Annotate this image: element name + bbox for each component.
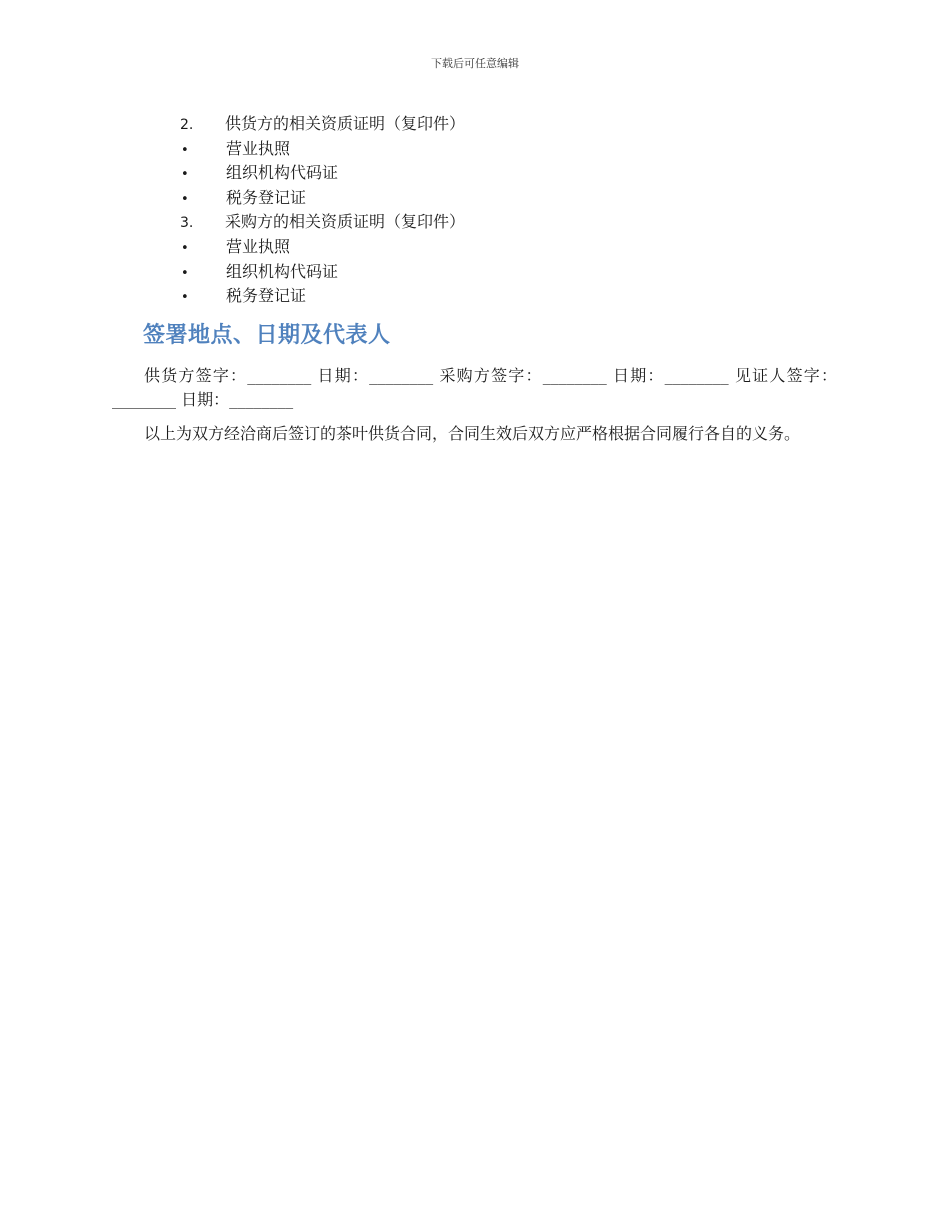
list-item-text: 供货方的相关资质证明（复印件） (225, 114, 466, 133)
list-item (180, 284, 465, 309)
bullet-icon: • (181, 240, 189, 256)
list-number: 3. (180, 215, 194, 232)
list-item (180, 137, 465, 162)
signature-paragraph: 供货方签字：________ 日期：________ 采购方签字：________ 日期：________ 见证人签字：________ 日期：________ (112, 366, 837, 409)
list-number: 2. (180, 117, 194, 133)
list-item (180, 210, 465, 235)
list-item-text: 税务登记证 (226, 187, 307, 207)
list-item-text: 税务登记证 (226, 286, 307, 306)
bullet-icon: • (181, 167, 189, 183)
bullet-icon: • (181, 142, 189, 158)
list-item-text: 组织机构代码证 (226, 261, 339, 281)
list-item-text: 采购方的相关资质证明（复印件） (225, 212, 466, 232)
closing-paragraph: 以上为双方经洽商后签订的茶叶供货合同，合同生效后双方应严格根据合同履行各自的义务。 (144, 424, 801, 443)
list-item-text: 营业执照 (226, 236, 291, 256)
list-item (180, 260, 465, 285)
list-item (180, 112, 465, 137)
list-item (180, 186, 465, 211)
bullet-icon: • (181, 290, 189, 306)
list-item (180, 161, 465, 186)
list-item (180, 235, 465, 260)
qualification-list (180, 112, 465, 309)
list-item-text: 组织机构代码证 (226, 163, 339, 183)
bullet-icon: • (181, 191, 189, 207)
page-header: 下载后可任意编辑 (431, 57, 519, 70)
list-item-text: 营业执照 (226, 138, 291, 158)
bullet-icon: • (181, 265, 189, 281)
section-heading: 签署地点、日期及代表人 (143, 323, 391, 348)
